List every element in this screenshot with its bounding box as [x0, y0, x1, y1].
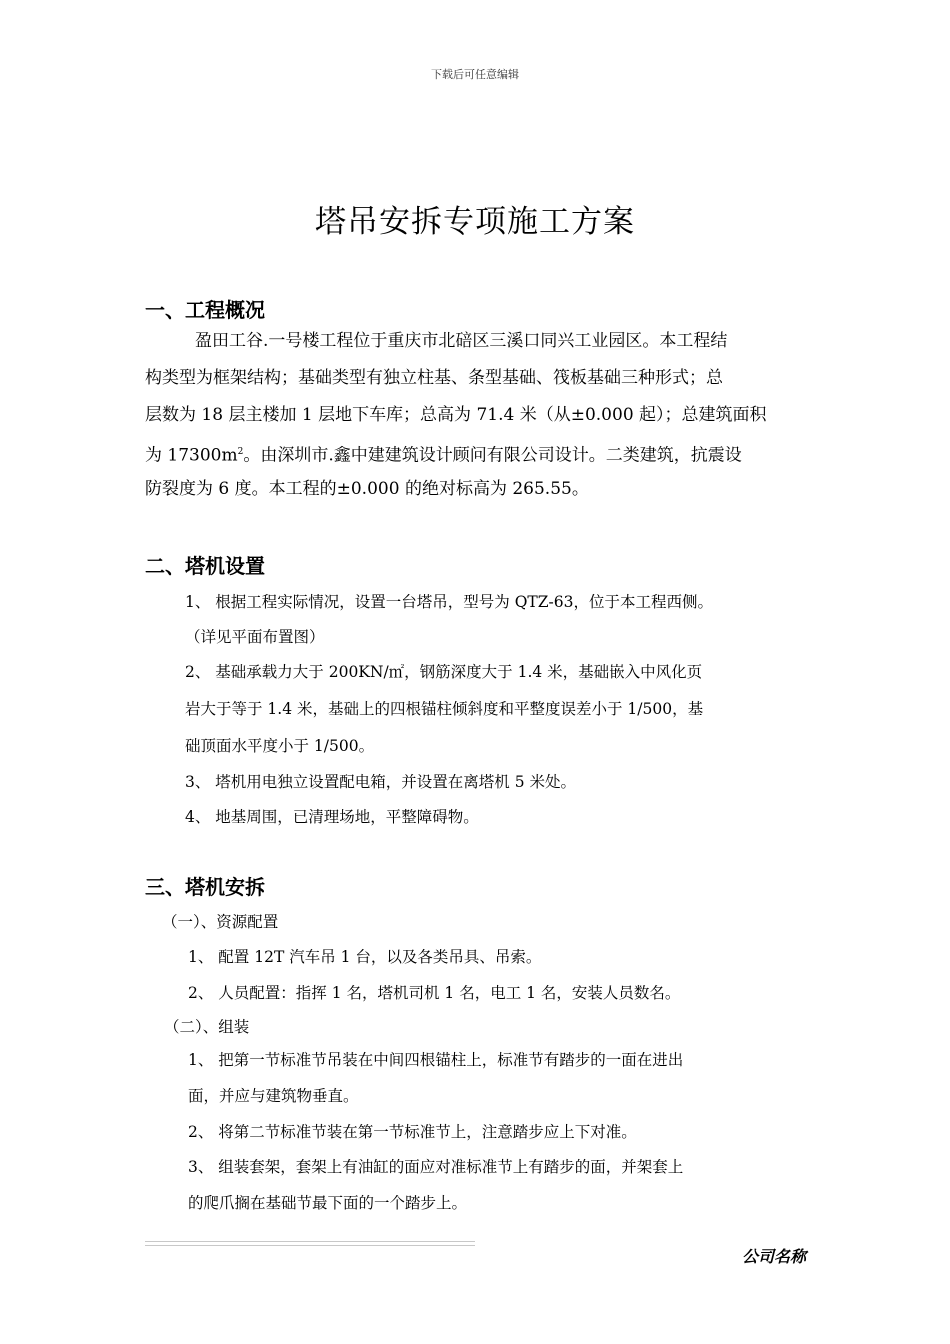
header-note: 下载后可任意编辑: [431, 68, 519, 81]
s1-area-superscript: 2: [237, 447, 244, 457]
s3-assembly-item-1-cont: 面，并应与建筑物垂直。: [188, 1087, 359, 1105]
s1-line-4-rest: 。由深圳市.鑫中建建筑设计顾问有限公司设计。二类建筑，抗震设: [243, 445, 742, 466]
s1-line-5: 防裂度为 6 度。本工程的±0.000 的绝对标高为 265.55。: [145, 479, 589, 499]
s2-item-1-cont: （详见平面布置图）: [185, 628, 325, 646]
s1-line-2: 构类型为框架结构；基础类型有独立柱基、条型基础、筏板基础三种形式；总: [145, 368, 723, 388]
footer-divider: [145, 1241, 475, 1246]
s2-item-4: 4、 地基周围，已清理场地，平整障碍物。: [185, 808, 479, 826]
section-1-heading: 一、工程概况: [145, 298, 265, 322]
s3-subheading-assembly: （二）、组装: [164, 1018, 250, 1036]
s1-area-value: 为 17300m: [145, 445, 238, 466]
s3-resource-item-1: 1、 配置 12T 汽车吊 1 台，以及各类吊具、吊索。: [188, 948, 542, 966]
company-name: 公司名称: [741, 1247, 806, 1266]
document-title: 塔吊安拆专项施工方案: [315, 204, 635, 240]
s2-item-1: 1、 根据工程实际情况，设置一台塔吊，型号为 QTZ-63，位于本工程西侧。: [185, 593, 713, 611]
s3-assembly-item-1: 1、 把第一节标准节吊装在中间四根锚柱上，标准节有踏步的一面在进出: [188, 1051, 684, 1069]
s1-line-3: 层数为 18 层主楼加 1 层地下车库；总高为 71.4 米（从±0.000 起）；总建筑面积: [145, 405, 767, 425]
section-2-heading: 二、塔机设置: [145, 554, 265, 578]
s2-item-2-cont-2: 础顶面水平度小于 1/500。: [185, 737, 375, 755]
s2-item-2-cont-1: 岩大于等于 1.4 米，基础上的四根锚柱倾斜度和平整度误差小于 1/500，基: [185, 700, 704, 718]
s3-assembly-item-3-cont: 的爬爪搁在基础节最下面的一个踏步上。: [188, 1194, 468, 1212]
s3-assembly-item-3: 3、 组装套架，套架上有油缸的面应对准标准节上有踏步的面，并架套上: [188, 1158, 684, 1176]
s2-item-3: 3、 塔机用电独立设置配电箱，并设置在离塔机 5 米处。: [185, 773, 577, 791]
s2-item-2: 2、 基础承载力大于 200KN/㎡，钢筋深度大于 1.4 米，基础嵌入中风化页: [185, 663, 703, 681]
s3-resource-item-2: 2、 人员配置：指挥 1 名，塔机司机 1 名，电工 1 名，安装人员数名。: [188, 984, 681, 1002]
s3-assembly-item-2: 2、 将第二节标准节装在第一节标准节上，注意踏步应上下对准。: [188, 1123, 637, 1141]
section-3-heading: 三、塔机安拆: [145, 875, 265, 899]
s1-line-4: [145, 434, 742, 475]
s3-subheading-resources: （一）、资源配置: [162, 913, 279, 931]
s1-line-1: 盈田工谷.一号楼工程位于重庆市北碚区三溪口同兴工业园区。本工程结: [195, 331, 728, 351]
